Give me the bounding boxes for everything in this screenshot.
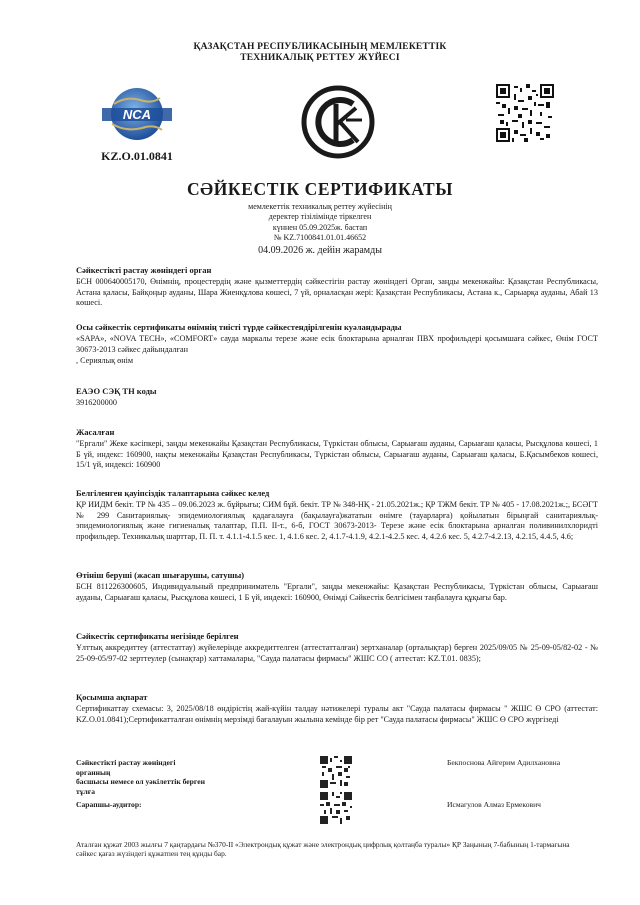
logo-text: NCA xyxy=(122,107,152,122)
section-body: Ұлттық аккредиттеу (аттестаттау) жүйелерінде аккредиттелген (аттестатталған) зертханалар (орталықтар) берген 2025/09/05 № 25-09-05/82-02 - № 25-09-05/97-02 зерттеулер (сынақтар) хаттамалары, "Сауда палатасы фирмасы" ЖШС СО ( аттестат: KZ.T.01. 0835); xyxy=(76,643,598,663)
signature-label-line: басшысы немесе ол уәкілеттік берген xyxy=(76,777,205,787)
section-extra: , Сериялық өнім xyxy=(76,356,134,366)
signatory-name-head: Бекпоснова Айгерим Адилхановна xyxy=(447,758,561,767)
header-title xyxy=(120,42,520,64)
signature-label-line: органның xyxy=(76,767,111,777)
section-issued-basis xyxy=(76,631,598,664)
section-heading: Жасалған xyxy=(76,427,115,437)
section-safety-requirements xyxy=(76,488,598,542)
signature-label-line: Сарапшы-аудитор: xyxy=(76,800,142,809)
certificate-qr-code-icon xyxy=(496,84,554,142)
signature-qr-icon xyxy=(320,756,352,788)
section-tn-code xyxy=(76,386,598,409)
nca-globe-logo xyxy=(96,84,178,144)
section-applicant xyxy=(76,570,598,603)
registration-line-2: деректер тізілімінде тіркелген xyxy=(268,212,372,222)
header-line-1: ҚАЗАҚСТАН РЕСПУБЛИКАСЫНЫҢ МЕМЛЕКЕТТІК xyxy=(193,42,447,52)
signatory-name-auditor: Исмагулов Алмаз Ермекович xyxy=(447,800,541,809)
section-heading: Сәйкестікті растау жөніндегі орган xyxy=(76,265,212,275)
section-additional-info xyxy=(76,692,598,725)
certificate-title: СӘЙКЕСТІК СЕРТИФИКАТЫ xyxy=(186,179,454,199)
section-certification-body xyxy=(76,265,598,309)
signature-label-auditor xyxy=(76,800,266,810)
section-heading: Белгіленген қауіпсіздік талаптарына сәйкес келед xyxy=(76,488,270,498)
signature-qr-icon xyxy=(320,792,352,824)
header-line-2: ТЕХНИКАЛЫҚ РЕТТЕУ ЖҮЙЕСІ xyxy=(240,53,400,63)
signature-label-head xyxy=(76,758,266,796)
conformity-mark-emblem xyxy=(300,84,376,160)
registration-number: № KZ.7100841.01.01.46652 xyxy=(273,232,367,242)
section-body: Сертификаттау схемасы: 3, 2025/08/18 өндірістің жай-күйін талдау нәтижелері туралы акт "Сауда палатасы фирмасы " ЖШС Ө СРО (аттестат: KZ.O.01.0841);Сертификатталған өнімнің мерзімді бағалауын жылына кемінде бір рет "Сауда палатасы фирмасы" ЖШС Ө СРО жүргізеді xyxy=(76,704,598,724)
legal-footnote: Аталған құжат 2003 жылғы 7 қаңтардағы №370-II «Электрондық құжат және электрондық цифрлық қолтаңба туралы» ҚР Заңының 7-бабының 1-тармағына сәйкес қағаз жүзіндегі құжатпен тең құнды бар. xyxy=(76,840,570,859)
signature-label-line: тұлға xyxy=(76,786,96,796)
section-body: ҚР ИИДМ бекіт. ТР № 435 – 09.06.2023 ж. бұйрығы; СИМ бұй. бекіт. ТР № 348-НҚ - 21.05.2021ж.; ҚР ТЖМ бекіт. ТР № 405 - 17.08.2021ж.;, БСӘГТ № 299 Санитариялық- эпидемиологиялық қадағалауға (бақылауға)жататын өнімге (тауарларға) қойылатын бірыңғай санитариялық-эпидемиологиялық және гигиеналық талаптар, П.П. II-т., 6-б, ГОСТ 30673-2013- Терезе және есік блоктарына арналған поливинилхлоридті профильдер. Техникалық шарттар, П. П. т. 4.1.1-4.1.5 кес. 1, 4.1.6 кес. 2, 4.1.7-4.1.9, 4.2.1-4.2.5 кес. 4, 4.2.6 кес. 5, 4.2.7-4.2.13, 4.2.15, 4.4.5, 4.6; xyxy=(76,500,598,541)
section-product xyxy=(76,322,598,367)
registration-code: KZ.O.01.0841 xyxy=(101,149,173,163)
section-manufacturer xyxy=(76,427,598,471)
section-body: "Ергали" Жеке кәсіпкері, заңды мекенжайы Қазақстан Республикасы, Түркістан облысы, Сарыағаш ауданы, Сарыағаш қаласы, Рысқұлова көшесі, 1 Б үй, индекс: 160900, нақты мекенжайы Қазақстан Республикасы, Түркістан облысы, Сарыағаш ауданы, Сарыағаш қаласы, Б.Қасымбеков көшесі, 15/1 үй, индексі: 160900 xyxy=(76,439,598,470)
registration-line-1: мемлекеттік техникалық реттеу жүйесінің xyxy=(248,202,392,211)
section-body: 3916200000 xyxy=(76,398,117,407)
section-body: БСН 000640005170, Өнімнің, процестердің және қызметтердің сәйкестігін растау жөніндегі Орган, заңды мекенжайы: Қазақстан Республикасы, Астана қаласы, Байқоңыр ауданы, Шара Жиенқұлова көшесі, 7 үй, орналасқан жері: Қазақстан Республикасы, Астана к., Сарыарқа ауданы, Абай 13 көшесі. xyxy=(76,277,598,308)
section-heading: ЕАЭО СЭҚ ТН коды xyxy=(76,386,157,396)
validity-date: 04.09.2026 ж. дейін жарамды xyxy=(258,245,382,257)
section-heading: Өтініш беруші (жасап шығарушы, сатушы) xyxy=(76,570,245,580)
section-heading: Сәйкестік сертификаты негізінде берілген xyxy=(76,631,239,641)
section-heading: Қосымша ақпарат xyxy=(76,692,148,702)
signature-label-line: Сәйкестікті растау жөніндегі xyxy=(76,758,176,767)
section-heading: Осы сәйкестік сертификаты өнімнің тиісті түрде сәйкестендірілгенін куәландырады xyxy=(76,322,402,332)
section-body: «SAPA», «NOVA TECH», «COMFORT» сауда маркалы терезе және есік блоктарына арналған ПВХ профильдері қосымшаға сәйкес, Өнім ГОСТ 30673-2013 сәйкес дайындалған xyxy=(76,334,598,354)
registration-block xyxy=(160,202,480,258)
registration-line-3: күннен 05.09.2025ж. бастап xyxy=(272,222,368,232)
section-body: БСН 811226300605, Индивидуальный предприниматель "Ергали", заңды мекенжайы: Қазақстан Республикасы, Түркістан облысы, Сарыағаш ауданы, Сарыағаш қаласы, Рысқұлова көшесі, 1 Б үй, индексі: 160900, Өнімді Сәйкестік белгісімен таңбалауға құқығы бар. xyxy=(76,582,598,602)
